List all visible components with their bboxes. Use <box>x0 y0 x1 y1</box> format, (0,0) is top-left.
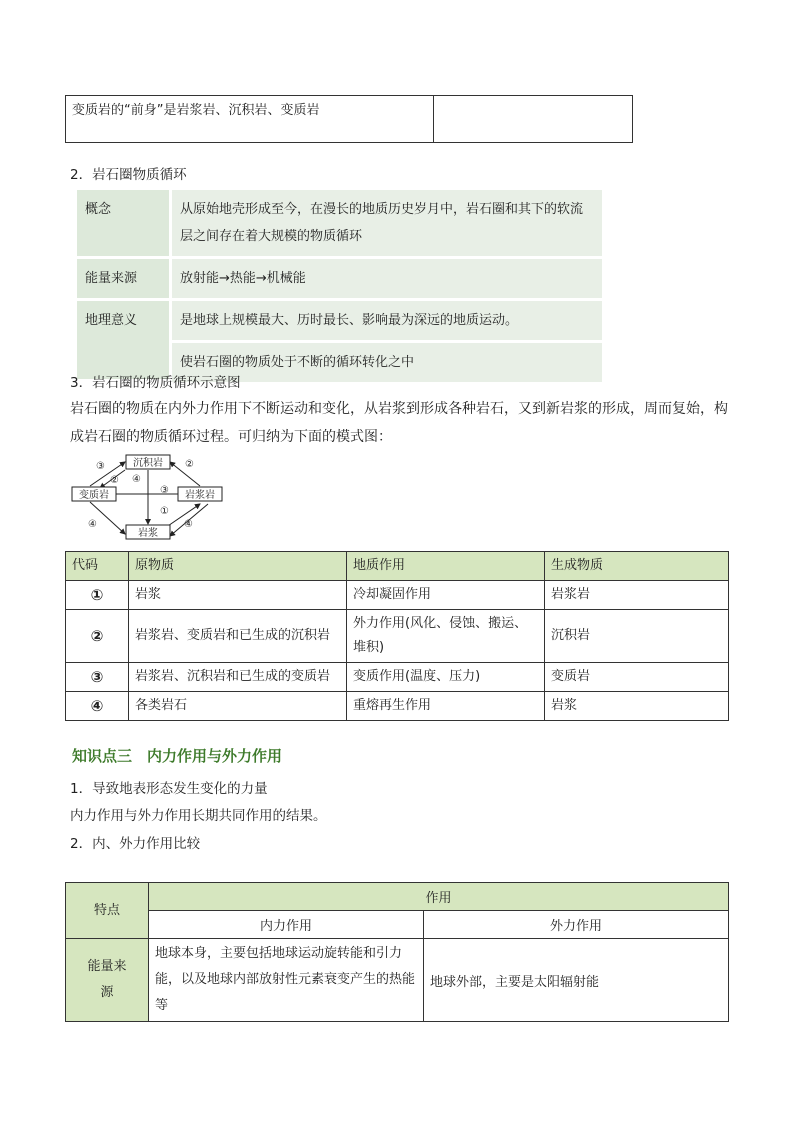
table-row <box>66 692 729 721</box>
compare-outer-energy: 地球外部，主要是太阳辐射能 <box>424 939 729 1022</box>
source-cell: 岩浆岩、沉积岩和已生成的变质岩 <box>129 663 347 692</box>
code-header-source: 原物质 <box>129 552 347 581</box>
compare-group-header: 作用 <box>149 883 729 911</box>
source-cell: 各类岩石 <box>129 692 347 721</box>
diagram-label-1: ① <box>160 506 169 517</box>
k3-item1-text: 内力作用与外力作用长期共同作用的结果。 <box>70 808 327 824</box>
code-table <box>65 551 729 721</box>
table-row <box>66 610 729 663</box>
diagram-label-2a: ② <box>110 475 119 486</box>
compare-inner-header: 内力作用 <box>149 911 424 939</box>
action-cell: 冷却凝固作用 <box>347 581 545 610</box>
cycle-value-significance-2: 使岩石圈的物质处于不断的循环转化之中 <box>172 343 602 382</box>
cycle-table <box>77 190 602 382</box>
source-cell: 岩浆岩、变质岩和已生成的沉积岩 <box>129 610 347 663</box>
rock-cycle-diagram <box>70 452 230 548</box>
code-cell: ② <box>66 610 129 663</box>
diagram-label-4b: ④ <box>88 519 97 530</box>
compare-outer-header: 外力作用 <box>424 911 729 939</box>
table-row <box>66 663 729 692</box>
action-cell: 重熔再生作用 <box>347 692 545 721</box>
diagram-label-4a: ④ <box>132 474 141 485</box>
cycle-value-significance-1: 是地球上规模最大、历时最长、影响最为深远的地质运动。 <box>172 301 602 343</box>
code-cell: ③ <box>66 663 129 692</box>
source-cell: 岩浆 <box>129 581 347 610</box>
result-cell: 变质岩 <box>545 663 729 692</box>
code-header-action: 地质作用 <box>347 552 545 581</box>
top-table-left-cell: 变质岩的“前身”是岩浆岩、沉积岩、变质岩 <box>66 96 434 143</box>
cycle-value-concept: 从原始地壳形成至今，在漫长的地质历史岁月中，岩石圈和其下的软流层之间存在着大规模的物质循环 <box>172 190 602 259</box>
code-header-code: 代码 <box>66 552 129 581</box>
compare-table <box>65 882 729 1022</box>
result-cell: 沉积岩 <box>545 610 729 663</box>
diagram-label-3b: ③ <box>160 485 169 496</box>
cycle-value-energy: 放射能→热能→机械能 <box>172 259 602 301</box>
result-cell: 岩浆岩 <box>545 581 729 610</box>
cycle-key-energy: 能量来源 <box>77 259 172 301</box>
table-row <box>66 581 729 610</box>
top-table <box>65 95 633 143</box>
result-cell: 岩浆 <box>545 692 729 721</box>
section-3-title: 3．岩石圈的物质循环示意图 <box>70 375 241 391</box>
node-igneous-label: 岩浆岩 <box>185 490 215 501</box>
top-table-right-cell <box>434 96 633 143</box>
cycle-key-significance: 地理意义 <box>77 301 172 382</box>
k3-item2-title: 2．内、外力作用比较 <box>70 836 201 852</box>
diagram-label-4c: ④ <box>184 519 193 530</box>
knowledge-3-title: 知识点三 内力作用与外力作用 <box>72 747 283 765</box>
compare-row-label: 能量来源 <box>66 939 149 1022</box>
code-cell: ① <box>66 581 129 610</box>
action-cell: 变质作用(温度、压力) <box>347 663 545 692</box>
cycle-key-concept: 概念 <box>77 190 172 259</box>
node-sediment-label: 沉积岩 <box>133 458 163 469</box>
code-cell: ④ <box>66 692 129 721</box>
code-header-result: 生成物质 <box>545 552 729 581</box>
section-2-title: 2．岩石圈物质循环 <box>70 167 187 183</box>
action-cell: 外力作用(风化、侵蚀、搬运、堆积) <box>347 610 545 663</box>
section-3-paragraph: 岩石圈的物质在内外力作用下不断运动和变化，从岩浆到形成各种岩石，又到新岩浆的形成，周而复始，构成岩石圈的物质循环过程。可归纳为下面的模式图： <box>70 401 728 445</box>
compare-inner-energy: 地球本身，主要包括地球运动旋转能和引力能，以及地球内部放射性元素衰变产生的热能等 <box>149 939 424 1022</box>
diagram-label-2b: ② <box>185 459 194 470</box>
diagram-label-3a: ③ <box>96 461 105 472</box>
k3-item1-title: 1．导致地表形态发生变化的力量 <box>70 781 268 797</box>
node-meta-label: 变质岩 <box>79 490 109 501</box>
node-magma-label: 岩浆 <box>138 528 158 539</box>
compare-feature-header: 特点 <box>66 883 149 939</box>
